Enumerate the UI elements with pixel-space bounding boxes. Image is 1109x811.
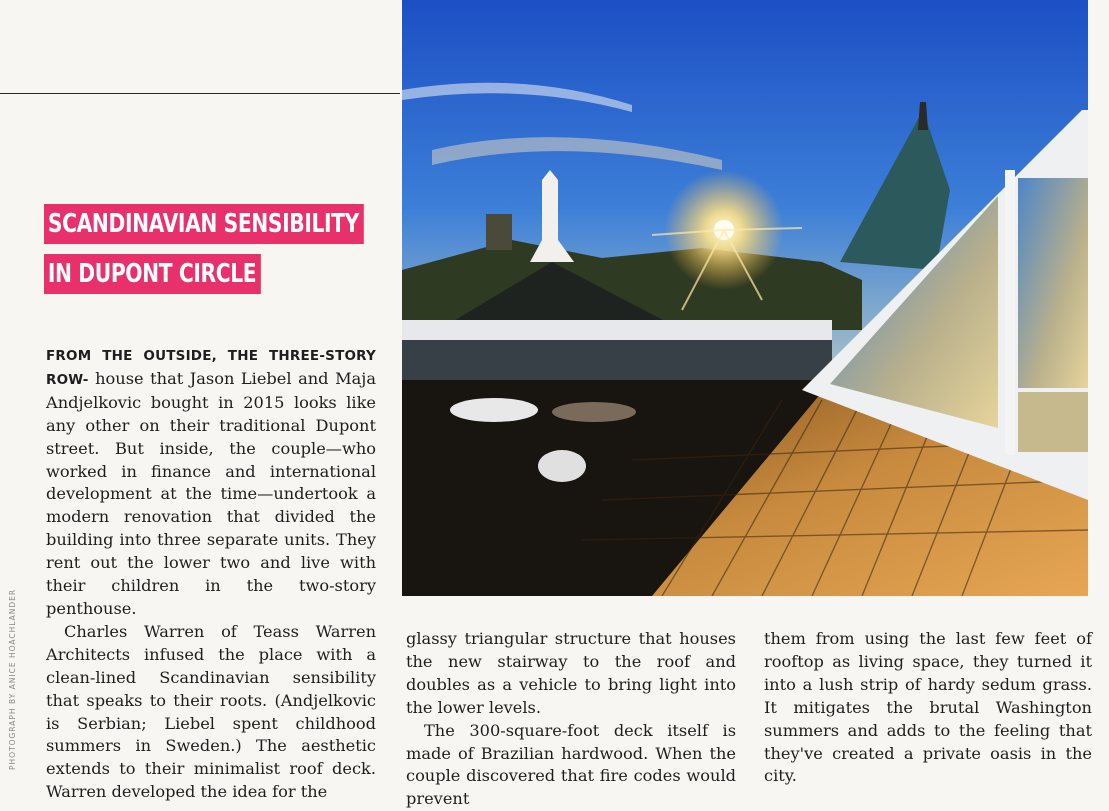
paragraph-1-text: house that Jason Liebel and Maja Andjelkovic bought in 2015 looks like any other on their traditional Dupont street. But inside, the couple—who worked in finance and international development at the time—undertook a modern renovation that divided the building into three separate units. They rent out the lower two and live with their children in the two-story penthouse. — [46, 368, 376, 618]
paragraph-1 — [46, 344, 376, 621]
paragraph-3-end: them from using the last few feet of rooftop as living space, they turned it into a lush strip of hardy sedum grass. It mitigates the brutal Washington summers and adds to the feeling that they've created a private oasis in the city. — [764, 629, 1092, 786]
headline-line-1: SCANDINAVIAN SENSIBILITY — [44, 204, 364, 244]
article-column-3 — [764, 628, 1092, 788]
article-column-1 — [46, 344, 376, 804]
paragraph-3-start: The 300-square-foot deck itself is made of Brazilian hardwood. When the couple discovered that fire codes would prevent — [406, 720, 736, 809]
lead-in-caps: FROM THE OUTSIDE, THE THREE-STORY ROW- — [46, 348, 376, 388]
header-rule — [0, 93, 400, 94]
photo-credit: PHOTOGRAPH BY ANICE HOACHLANDER — [8, 588, 17, 770]
paragraph-2-start: Charles Warren of Teass Warren Architects infused the place with a clean-lined Scandinavian sensibility that speaks to their roots. (Andjelkovic is Serbian; Liebel spent childhood summers in Sweden.) The aesthetic extends to their minimalist roof deck. Warren developed the idea for the — [46, 621, 376, 802]
article-column-2 — [406, 628, 736, 811]
paragraph-2-end: glassy triangular structure that houses the new stairway to the roof and doubles as a vehicle to bring light into the lower levels. — [406, 629, 736, 717]
headline-line-2: IN DUPONT CIRCLE — [44, 254, 261, 294]
article-headline — [44, 204, 454, 294]
rooftop-deck-photo — [402, 0, 1088, 596]
